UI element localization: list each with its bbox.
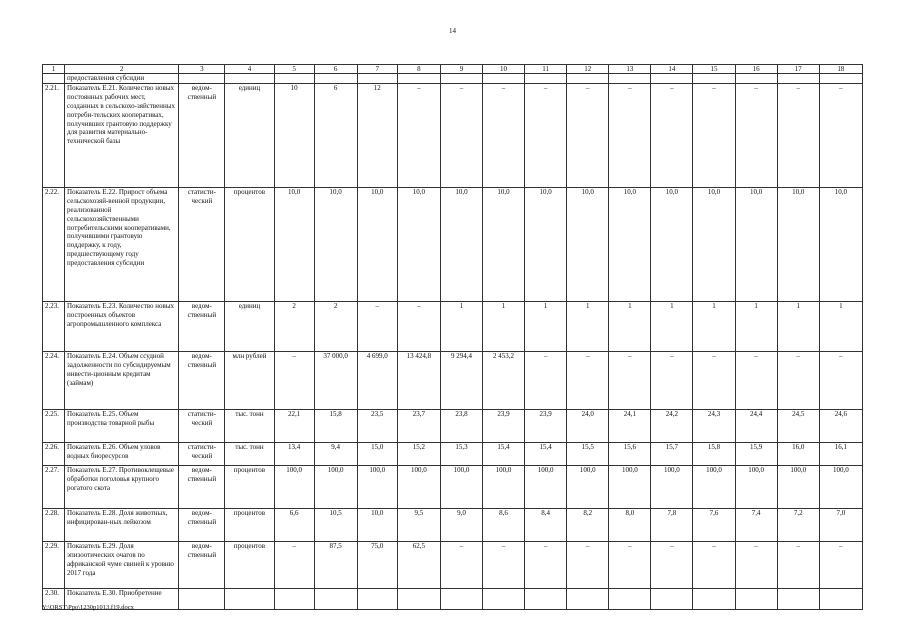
value-cell: 7,4 bbox=[735, 508, 777, 541]
value-cell: 15,9 bbox=[735, 442, 777, 465]
unit-of-measure: единиц bbox=[225, 301, 274, 351]
value-cell: – bbox=[693, 541, 735, 588]
column-number: 3 bbox=[179, 65, 225, 74]
value-cell: 1 bbox=[525, 301, 567, 351]
indicators-table bbox=[42, 64, 863, 610]
empty-cell bbox=[693, 74, 735, 84]
unit-of-measure: процентов bbox=[225, 465, 274, 508]
value-cell: 10,0 bbox=[819, 187, 862, 301]
empty-cell bbox=[483, 74, 525, 84]
value-cell: – bbox=[440, 541, 482, 588]
data-source: ведом-ственный bbox=[179, 541, 225, 588]
data-source: статисти-ческий bbox=[179, 187, 225, 301]
value-cell: 6 bbox=[314, 83, 357, 187]
value-cell: – bbox=[397, 83, 440, 187]
value-cell: – bbox=[735, 541, 777, 588]
value-cell: 100,0 bbox=[314, 465, 357, 508]
row-number: 2.22. bbox=[43, 187, 65, 301]
value-cell: 1 bbox=[735, 301, 777, 351]
value-cell: 10,0 bbox=[397, 187, 440, 301]
table-row bbox=[43, 351, 863, 409]
indicator-name: Показатель Е.24. Объем ссудной задолженности по субсидируемым инвести-ционным кредитам (займам) bbox=[65, 351, 179, 409]
value-cell: 15,5 bbox=[567, 442, 609, 465]
indicator-name: Показатель Е.22. Прирост объема сельскохозяй-венной продукции, реализованной сельскохозяйственными потребительскими кооперативами, получившими грантовую поддержку, к году, предшествующему году предоставления субсидии bbox=[65, 187, 179, 301]
continuation-text: предоставления субсидии bbox=[65, 74, 179, 84]
unit-of-measure: единиц bbox=[225, 83, 274, 187]
value-cell bbox=[777, 588, 819, 609]
column-number: 5 bbox=[274, 65, 314, 74]
value-cell: 9,5 bbox=[397, 508, 440, 541]
value-cell: 15,3 bbox=[440, 442, 482, 465]
empty-cell bbox=[357, 74, 397, 84]
empty-cell bbox=[735, 74, 777, 84]
unit-of-measure: тыс. тонн bbox=[225, 409, 274, 442]
row-number: 2.29. bbox=[43, 541, 65, 588]
value-cell: 100,0 bbox=[397, 465, 440, 508]
value-cell: 10,0 bbox=[567, 187, 609, 301]
empty-cell bbox=[440, 74, 482, 84]
value-cell: 22,1 bbox=[274, 409, 314, 442]
value-cell: – bbox=[483, 83, 525, 187]
value-cell: 37 000,0 bbox=[314, 351, 357, 409]
empty-cell bbox=[525, 74, 567, 84]
value-cell bbox=[314, 588, 357, 609]
value-cell: 10,0 bbox=[357, 508, 397, 541]
value-cell: 10,5 bbox=[314, 508, 357, 541]
value-cell: 7,6 bbox=[693, 508, 735, 541]
value-cell: 1 bbox=[483, 301, 525, 351]
value-cell: 7,8 bbox=[651, 508, 693, 541]
value-cell: 24,4 bbox=[735, 409, 777, 442]
column-number: 16 bbox=[735, 65, 777, 74]
value-cell: 8,6 bbox=[483, 508, 525, 541]
row-number: 2.21. bbox=[43, 83, 65, 187]
value-cell: 15,8 bbox=[314, 409, 357, 442]
row-number: 2.23. bbox=[43, 301, 65, 351]
value-cell: 10,0 bbox=[314, 187, 357, 301]
value-cell: 24,6 bbox=[819, 409, 862, 442]
column-number: 12 bbox=[567, 65, 609, 74]
value-cell: 24,5 bbox=[777, 409, 819, 442]
value-cell: 24,0 bbox=[567, 409, 609, 442]
value-cell: – bbox=[609, 83, 651, 187]
table-row bbox=[43, 83, 863, 187]
value-cell: 9 294,4 bbox=[440, 351, 482, 409]
value-cell: 100,0 bbox=[525, 465, 567, 508]
value-cell: 10,0 bbox=[735, 187, 777, 301]
value-cell: 10,0 bbox=[651, 187, 693, 301]
column-number: 7 bbox=[357, 65, 397, 74]
page-number: 14 bbox=[449, 27, 456, 35]
column-number: 1 bbox=[43, 65, 65, 74]
value-cell: – bbox=[735, 351, 777, 409]
unit-of-measure bbox=[225, 588, 274, 609]
value-cell: 1 bbox=[693, 301, 735, 351]
value-cell: 1 bbox=[609, 301, 651, 351]
value-cell: – bbox=[609, 541, 651, 588]
column-number: 10 bbox=[483, 65, 525, 74]
table-row bbox=[43, 409, 863, 442]
value-cell bbox=[525, 588, 567, 609]
unit-of-measure: млн рублей bbox=[225, 351, 274, 409]
column-number: 17 bbox=[777, 65, 819, 74]
value-cell: 10,0 bbox=[440, 187, 482, 301]
value-cell: 10,0 bbox=[483, 187, 525, 301]
column-number: 18 bbox=[819, 65, 862, 74]
empty-cell bbox=[819, 74, 862, 84]
unit-of-measure: процентов bbox=[225, 508, 274, 541]
value-cell: – bbox=[567, 351, 609, 409]
data-source: ведом-ственный bbox=[179, 351, 225, 409]
value-cell: 100,0 bbox=[819, 465, 862, 508]
value-cell: 12 bbox=[357, 83, 397, 187]
row-number: 2.24. bbox=[43, 351, 65, 409]
value-cell: 23,9 bbox=[483, 409, 525, 442]
column-number: 9 bbox=[440, 65, 482, 74]
value-cell: 15,2 bbox=[397, 442, 440, 465]
unit-of-measure: тыс. тонн bbox=[225, 442, 274, 465]
value-cell: 8,4 bbox=[525, 508, 567, 541]
footer-file-path: Y:\ORST\Ppo\1230p1013.f19.docx bbox=[42, 604, 134, 611]
empty-cell bbox=[651, 74, 693, 84]
value-cell bbox=[609, 588, 651, 609]
value-cell: – bbox=[274, 351, 314, 409]
value-cell: – bbox=[693, 351, 735, 409]
row-number: 2.25. bbox=[43, 409, 65, 442]
row-number: 2.27. bbox=[43, 465, 65, 508]
value-cell: – bbox=[651, 351, 693, 409]
value-cell: – bbox=[440, 83, 482, 187]
value-cell bbox=[483, 588, 525, 609]
value-cell: 24,3 bbox=[693, 409, 735, 442]
value-cell: – bbox=[483, 541, 525, 588]
value-cell: – bbox=[525, 351, 567, 409]
value-cell: 10,0 bbox=[525, 187, 567, 301]
empty-cell bbox=[609, 74, 651, 84]
row-number: 2.28. bbox=[43, 508, 65, 541]
value-cell: 24,2 bbox=[651, 409, 693, 442]
data-source: статисти-ческий bbox=[179, 409, 225, 442]
value-cell: 100,0 bbox=[777, 465, 819, 508]
row-number: 2.30. bbox=[43, 588, 65, 609]
value-cell bbox=[735, 588, 777, 609]
value-cell: – bbox=[274, 541, 314, 588]
unit-of-measure: процентов bbox=[225, 187, 274, 301]
value-cell: 100,0 bbox=[274, 465, 314, 508]
value-cell: 13,4 bbox=[274, 442, 314, 465]
value-cell: 100,0 bbox=[483, 465, 525, 508]
value-cell: – bbox=[777, 83, 819, 187]
value-cell: 2 bbox=[274, 301, 314, 351]
value-cell: – bbox=[819, 83, 862, 187]
continuation-row bbox=[43, 74, 863, 84]
column-number: 2 bbox=[65, 65, 179, 74]
data-source: ведом-ственный bbox=[179, 301, 225, 351]
value-cell bbox=[651, 588, 693, 609]
value-cell: – bbox=[777, 541, 819, 588]
data-source: ведом-ственный bbox=[179, 83, 225, 187]
value-cell: – bbox=[397, 301, 440, 351]
value-cell: – bbox=[819, 351, 862, 409]
indicator-name: Показатель Е.25. Объем производства товарной рыбы bbox=[65, 409, 179, 442]
value-cell: 9,4 bbox=[314, 442, 357, 465]
value-cell: 15,8 bbox=[693, 442, 735, 465]
value-cell: 1 bbox=[777, 301, 819, 351]
value-cell: – bbox=[735, 83, 777, 187]
value-cell: – bbox=[777, 351, 819, 409]
column-number: 14 bbox=[651, 65, 693, 74]
value-cell: 15,6 bbox=[609, 442, 651, 465]
value-cell: 6,6 bbox=[274, 508, 314, 541]
value-cell: 100,0 bbox=[735, 465, 777, 508]
data-source: статисти-ческий bbox=[179, 442, 225, 465]
value-cell: 8,0 bbox=[609, 508, 651, 541]
indicator-name: Показатель Е.27. Противоклещевые обработки поголовья крупного рогатого скота bbox=[65, 465, 179, 508]
value-cell: 1 bbox=[567, 301, 609, 351]
value-cell: 16,0 bbox=[777, 442, 819, 465]
value-cell: – bbox=[693, 83, 735, 187]
value-cell: 15,7 bbox=[651, 442, 693, 465]
value-cell bbox=[567, 588, 609, 609]
value-cell: 10,0 bbox=[777, 187, 819, 301]
value-cell bbox=[357, 588, 397, 609]
value-cell: – bbox=[651, 83, 693, 187]
value-cell: 15,4 bbox=[525, 442, 567, 465]
value-cell: 10,0 bbox=[693, 187, 735, 301]
column-number: 11 bbox=[525, 65, 567, 74]
value-cell bbox=[693, 588, 735, 609]
value-cell bbox=[440, 588, 482, 609]
value-cell: 100,0 bbox=[651, 465, 693, 508]
value-cell: 75,0 bbox=[357, 541, 397, 588]
value-cell: 1 bbox=[819, 301, 862, 351]
value-cell: 4 699,0 bbox=[357, 351, 397, 409]
value-cell: 23,7 bbox=[397, 409, 440, 442]
value-cell: 100,0 bbox=[567, 465, 609, 508]
value-cell: 100,0 bbox=[693, 465, 735, 508]
indicator-name: Показатель Е.28. Доля животных, инфицирован-ных лейкозом bbox=[65, 508, 179, 541]
value-cell: – bbox=[357, 301, 397, 351]
value-cell: 9,0 bbox=[440, 508, 482, 541]
indicator-name: Показатель Е.29. Доля эпизоотических очагов по африканской чуме свиней к уровню 2017 года bbox=[65, 541, 179, 588]
value-cell bbox=[274, 588, 314, 609]
value-cell: 23,9 bbox=[525, 409, 567, 442]
table-row bbox=[43, 588, 863, 609]
value-cell: 10,0 bbox=[274, 187, 314, 301]
value-cell: – bbox=[609, 351, 651, 409]
value-cell: 10,0 bbox=[357, 187, 397, 301]
value-cell: 7,0 bbox=[819, 508, 862, 541]
empty-cell bbox=[397, 74, 440, 84]
value-cell: 87,5 bbox=[314, 541, 357, 588]
row-number-cell bbox=[43, 74, 65, 84]
column-number: 15 bbox=[693, 65, 735, 74]
value-cell: – bbox=[651, 541, 693, 588]
header-row bbox=[43, 65, 863, 74]
value-cell: 2 453,2 bbox=[483, 351, 525, 409]
value-cell: 7,2 bbox=[777, 508, 819, 541]
row-number: 2.26. bbox=[43, 442, 65, 465]
table-row bbox=[43, 301, 863, 351]
indicator-name: Показатель Е.23. Количество новых построенных объектов агропромышленного комплекса bbox=[65, 301, 179, 351]
column-number: 13 bbox=[609, 65, 651, 74]
table-row bbox=[43, 541, 863, 588]
value-cell: 8,2 bbox=[567, 508, 609, 541]
value-cell bbox=[397, 588, 440, 609]
value-cell: 2 bbox=[314, 301, 357, 351]
table-row bbox=[43, 465, 863, 508]
value-cell: 100,0 bbox=[440, 465, 482, 508]
value-cell: 100,0 bbox=[357, 465, 397, 508]
empty-cell bbox=[274, 74, 314, 84]
value-cell: – bbox=[567, 541, 609, 588]
value-cell: 23,8 bbox=[440, 409, 482, 442]
value-cell: 24,1 bbox=[609, 409, 651, 442]
table-row bbox=[43, 508, 863, 541]
value-cell: 10 bbox=[274, 83, 314, 187]
column-number: 4 bbox=[225, 65, 274, 74]
value-cell: – bbox=[819, 541, 862, 588]
value-cell: 1 bbox=[651, 301, 693, 351]
empty-cell bbox=[225, 74, 274, 84]
indicator-name: Показатель Е.26. Объем уловов водных биоресурсов bbox=[65, 442, 179, 465]
value-cell: – bbox=[525, 541, 567, 588]
column-number: 8 bbox=[397, 65, 440, 74]
value-cell: 15,4 bbox=[483, 442, 525, 465]
indicator-name: Показатель Е.21. Количество новых постоянных рабочих мест, созданных в сельскохо-зяйственных потреби-тельских кооперативах, получивших грантовую поддержку для развития материально-технической базы bbox=[65, 83, 179, 187]
empty-cell bbox=[314, 74, 357, 84]
data-source: ведом-ственный bbox=[179, 508, 225, 541]
value-cell: 15,0 bbox=[357, 442, 397, 465]
value-cell: – bbox=[567, 83, 609, 187]
column-number: 6 bbox=[314, 65, 357, 74]
empty-cell bbox=[179, 74, 225, 84]
table-row bbox=[43, 187, 863, 301]
empty-cell bbox=[567, 74, 609, 84]
data-source bbox=[179, 588, 225, 609]
data-source: ведом-ственный bbox=[179, 465, 225, 508]
value-cell: 16,1 bbox=[819, 442, 862, 465]
value-cell: – bbox=[525, 83, 567, 187]
value-cell: 10,0 bbox=[609, 187, 651, 301]
value-cell: 23,5 bbox=[357, 409, 397, 442]
value-cell: 100,0 bbox=[609, 465, 651, 508]
value-cell: 13 424,8 bbox=[397, 351, 440, 409]
table-row bbox=[43, 442, 863, 465]
value-cell bbox=[819, 588, 862, 609]
value-cell: 62,5 bbox=[397, 541, 440, 588]
empty-cell bbox=[777, 74, 819, 84]
value-cell: 1 bbox=[440, 301, 482, 351]
indicator-name: Показатель Е.30. Приобретение bbox=[65, 588, 179, 609]
unit-of-measure: процентов bbox=[225, 541, 274, 588]
